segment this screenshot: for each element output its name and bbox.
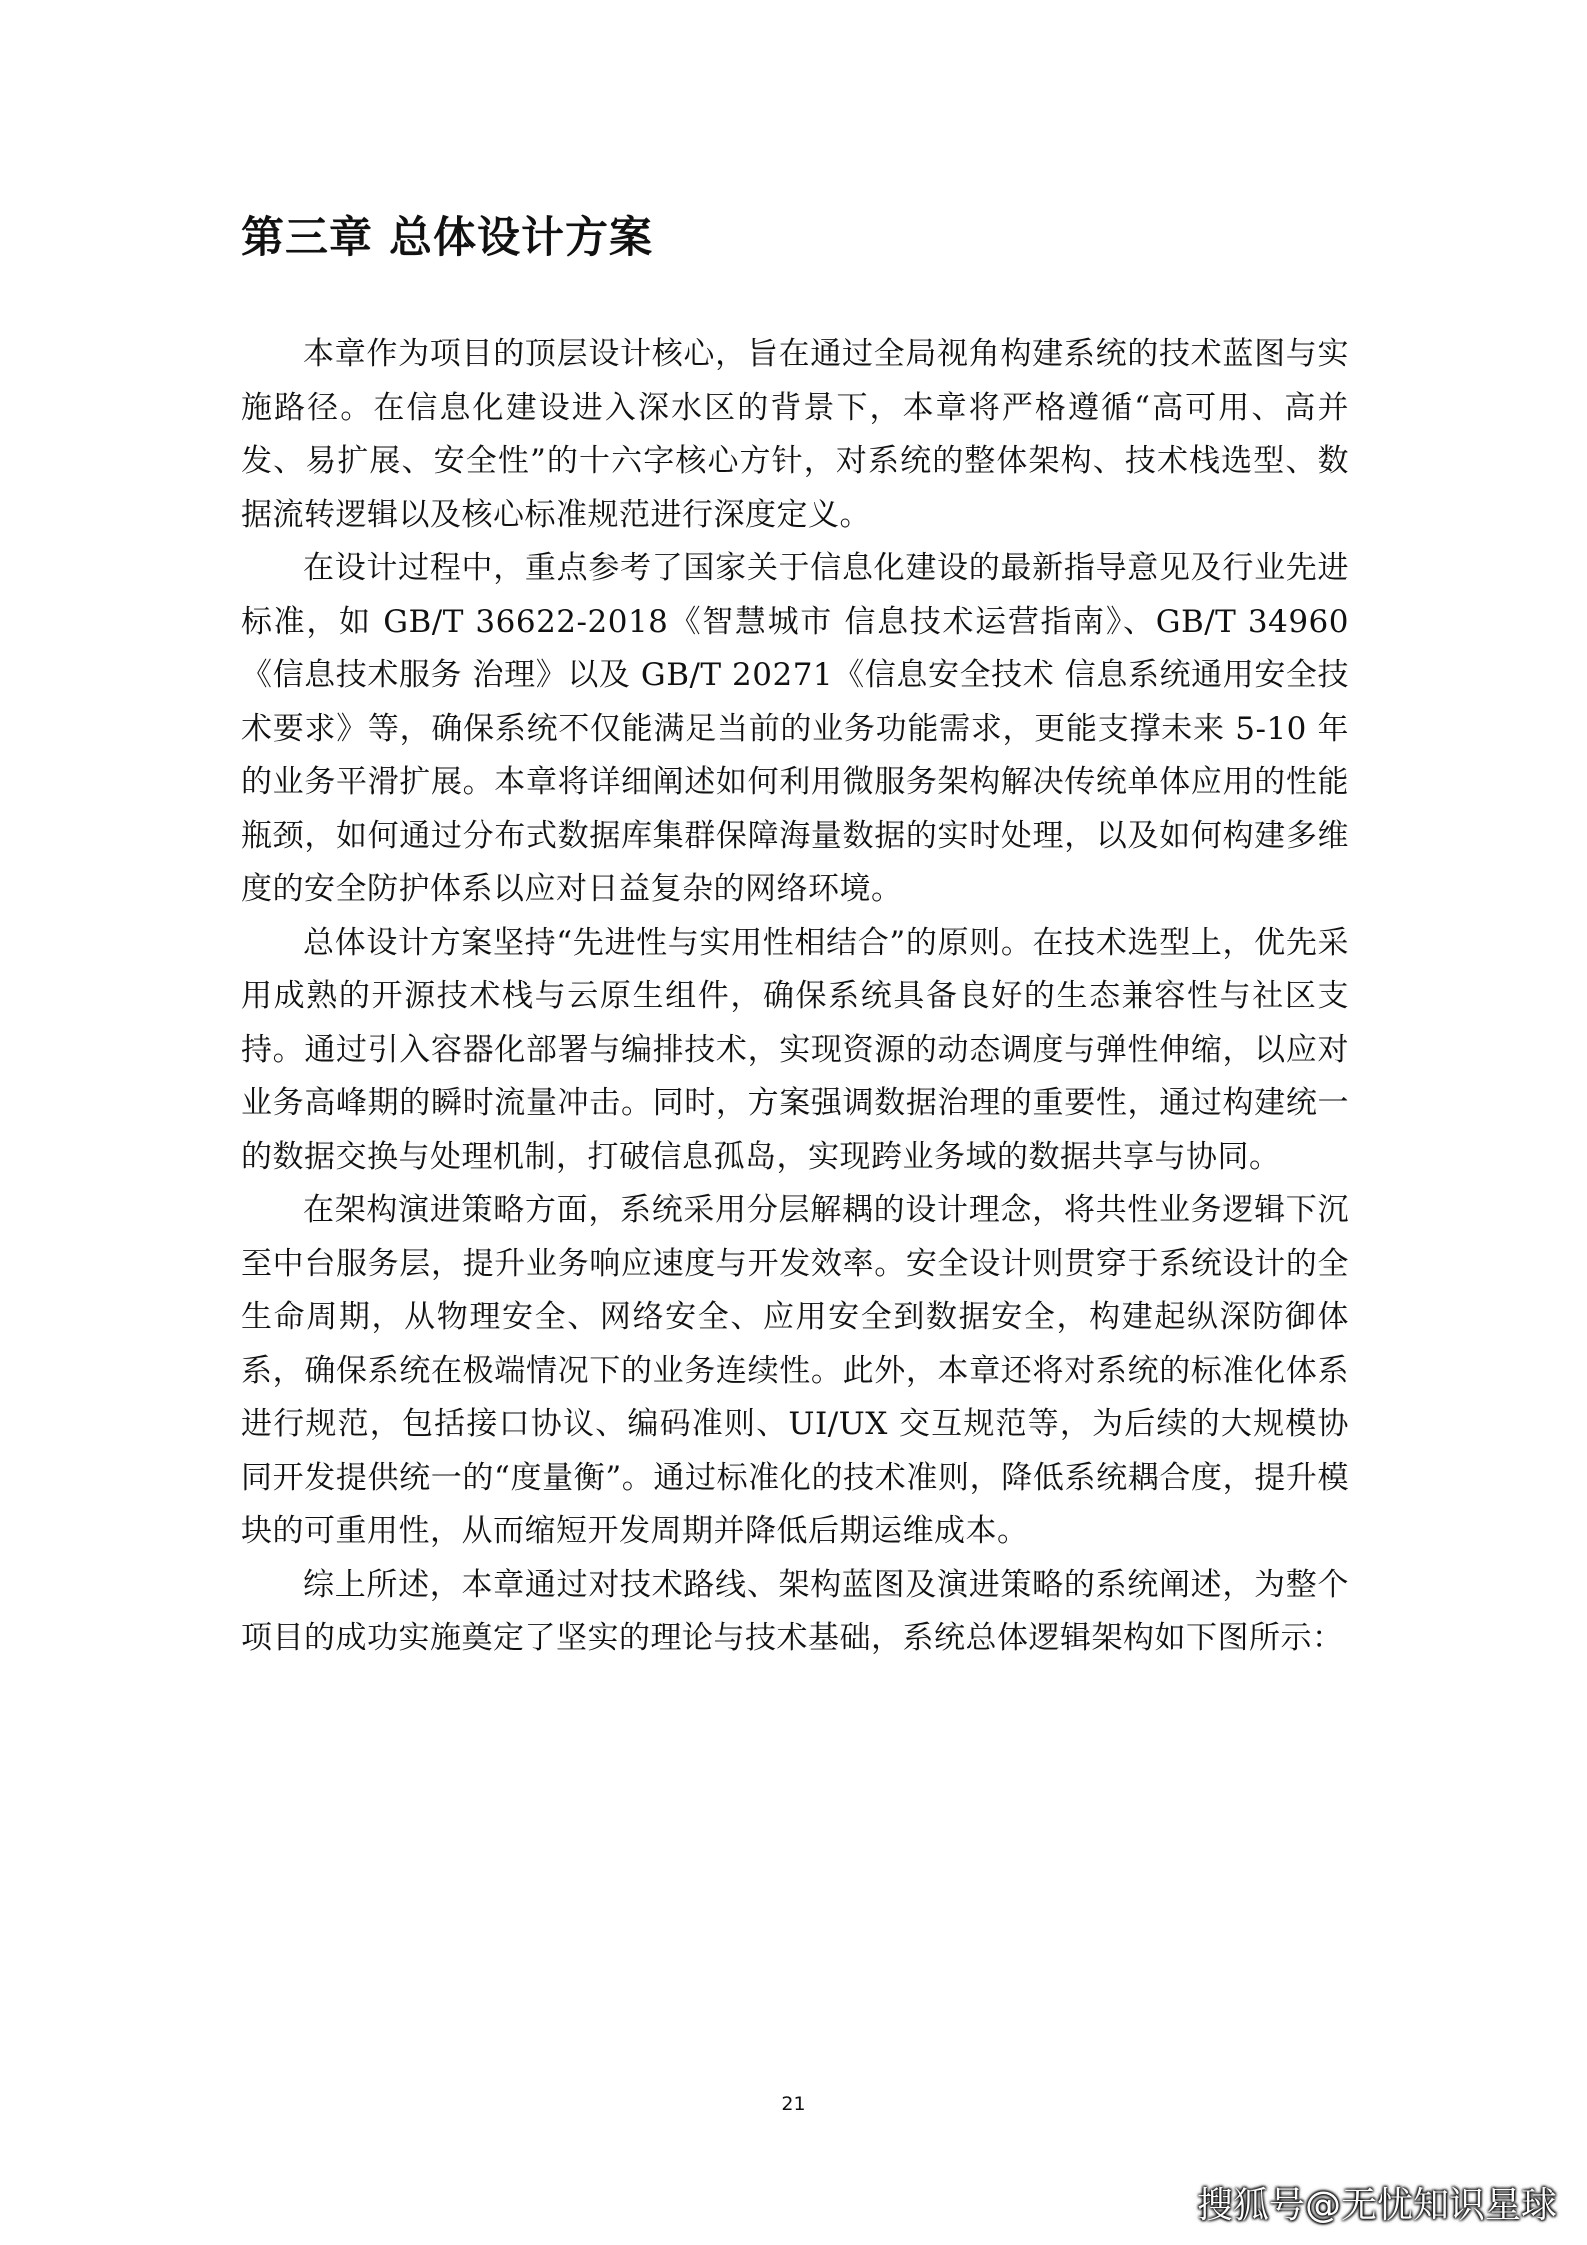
paragraph-standards: 在设计过程中，重点参考了国家关于信息化建设的最新指导意见及行业先进标准，如 GB/T 36622-2018《智慧城市 信息技术运营指南》、GB/T 34960《信息技术服务 治理》以及 GB/T 20271《信息安全技术 信息系统通用安全技术要求》等，确保系统不仅能满足当前的业务功能需求，更能支撑未来 5-10 年的业务平滑扩展。本章将详细阐述如何利用微服务架构解决传统单体应用的性能瓶颈，如何通过分布式数据库集群保障海量数据的实时处理，以及如何构建多维度的安全防护体系以应对日益复杂的网络环境。 [241,550,1349,907]
paragraph-principles: 总体设计方案坚持“先进性与实用性相结合”的原则。在技术选型上，优先采用成熟的开源技术栈与云原生组件，确保系统具备良好的生态兼容性与社区支持。通过引入容器化部署与编排技术，实现资源的动态调度与弹性伸缩，以应对业务高峰期的瞬时流量冲击。同时，方案强调数据治理的重要性，通过构建统一的数据交换与处理机制，打破信息孤岛，实现跨业务域的数据共享与协同。 [241,924,1349,1175]
source-watermark: 搜狐号@无忧知识星球 [1196,2185,1557,2226]
chapter-body [241,328,1349,1666]
paragraph-intro: 本章作为项目的顶层设计核心，旨在通过全局视角构建系统的技术蓝图与实施路径。在信息化建设进入深水区的背景下，本章将严格遵循“高可用、高并发、易扩展、安全性”的十六字核心方针，对系统的整体架构、技术栈选型、数据流转逻辑以及核心标准规范进行深度定义。 [241,336,1349,533]
chapter-title: 第三章 总体设计方案 [241,213,653,263]
page-number: 21 [781,2093,806,2115]
paragraph-summary: 综上所述，本章通过对技术路线、架构蓝图及演进策略的系统阐述，为整个项目的成功实施奠定了坚实的理论与技术基础，系统总体逻辑架构如下图所示： [241,1566,1349,1656]
paragraph-architecture-strategy: 在架构演进策略方面，系统采用分层解耦的设计理念，将共性业务逻辑下沉至中台服务层，提升业务响应速度与开发效率。安全设计则贯穿于系统设计的全生命周期，从物理安全、网络安全、应用安全到数据安全，构建起纵深防御体系，确保系统在极端情况下的业务连续性。此外，本章还将对系统的标准化体系进行规范，包括接口协议、编码准则、UI/UX 交互规范等，为后续的大规模协同开发提供统一的“度量衡”。通过标准化的技术准则，降低系统耦合度，提升模块的可重用性，从而缩短开发周期并降低后期运维成本。 [241,1192,1349,1549]
